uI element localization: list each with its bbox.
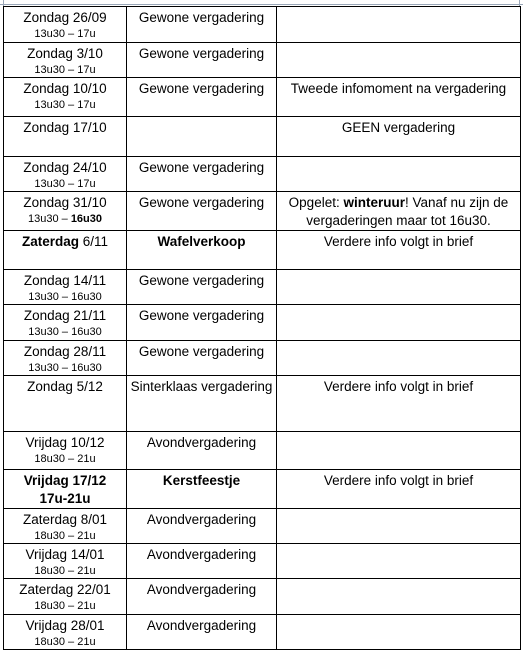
note-cell	[277, 157, 521, 192]
activity-cell: Avondvergadering	[127, 509, 277, 544]
date-cell	[4, 509, 127, 544]
activity-cell: Gewone vergadering	[127, 305, 277, 341]
time-text: 13u30 – 17u	[34, 64, 96, 76]
activity-cell: Avondvergadering	[127, 579, 277, 615]
schedule-table	[3, 6, 521, 650]
time-prefix: 13u30 –	[27, 213, 71, 225]
note-cell: Tweede infomoment na vergadering	[277, 78, 521, 117]
date-text: Zondag 31/10	[23, 195, 107, 210]
table-row	[4, 615, 521, 650]
note-cell: Verdere info volgt in brief	[277, 470, 521, 509]
activity-cell	[127, 117, 277, 157]
activity-cell: Avondvergadering	[127, 544, 277, 579]
date-cell	[4, 7, 127, 43]
table-row	[4, 509, 521, 544]
activity-cell: Gewone vergadering	[127, 270, 277, 305]
activity-cell: Avondvergadering	[127, 432, 277, 470]
date-cell	[4, 192, 127, 231]
time-text: 13u30 – 17u	[34, 99, 96, 111]
date-cell	[4, 78, 127, 117]
table-row	[4, 305, 521, 341]
date-text: Zaterdag 22/01	[19, 582, 111, 597]
note-cell	[277, 615, 521, 650]
date-text: Zondag 5/12	[27, 379, 103, 394]
time-text: 18u30 – 21u	[34, 530, 96, 542]
date-cell	[4, 544, 127, 579]
time-bold: 16u30	[70, 213, 103, 225]
table-row	[4, 157, 521, 192]
time-text: 18u30 – 21u	[34, 600, 96, 612]
table-row	[4, 78, 521, 117]
time-text: 13u30 – 16u30	[28, 362, 102, 374]
date-text: Zondag 3/10	[27, 46, 103, 61]
ruler-line	[0, 4, 523, 5]
date-text: Zondag 24/10	[23, 160, 107, 175]
time-text: 18u30 – 21u	[34, 453, 96, 465]
note-cell	[277, 305, 521, 341]
time-text: 18u30 – 21u	[34, 565, 96, 577]
activity-cell: Gewone vergadering	[127, 192, 277, 231]
note-part: Opgelet:	[288, 195, 344, 210]
activity-cell: Sinterklaas vergadering	[127, 376, 277, 432]
date-cell	[4, 270, 127, 305]
activity-cell: Gewone vergadering	[127, 78, 277, 117]
note-cell: GEEN vergadering	[277, 117, 521, 157]
date-cell	[4, 579, 127, 615]
date-cell	[4, 432, 127, 470]
date-text: Vrijdag 10/12	[25, 435, 105, 450]
note-part: ! Vanaf nu zijn de vergaderingen maar tot 16u30.	[306, 195, 509, 228]
table-row	[4, 117, 521, 157]
activity-cell: Gewone vergadering	[127, 157, 277, 192]
time-text: 13u30 – 16u30	[28, 291, 102, 303]
note-cell	[277, 544, 521, 579]
date-text: Vrijdag 28/01	[25, 618, 105, 633]
date-bold: Zaterdag	[21, 234, 79, 249]
table-row	[4, 270, 521, 305]
date-cell	[4, 157, 127, 192]
date-text: Vrijdag 17/12	[23, 473, 107, 488]
date-text: Zondag 28/11	[23, 344, 107, 359]
table-row	[4, 579, 521, 615]
date-text: Zondag 17/10	[23, 120, 107, 135]
date-text: Zondag 10/10	[23, 81, 107, 96]
table-row	[4, 432, 521, 470]
time-text: 13u30 – 17u	[34, 28, 96, 40]
activity-cell: Gewone vergadering	[127, 341, 277, 376]
note-cell: Verdere info volgt in brief	[277, 376, 521, 432]
table-row	[4, 341, 521, 376]
note-cell	[277, 509, 521, 544]
date-rest: 6/11	[78, 234, 109, 249]
note-cell	[277, 579, 521, 615]
note-cell	[277, 270, 521, 305]
date-text: Zondag 14/11	[23, 273, 107, 288]
table-row	[4, 544, 521, 579]
date-text: Zondag 21/11	[23, 308, 107, 323]
table-row	[4, 192, 521, 231]
date-text: Zondag 26/09	[23, 10, 107, 25]
note-cell	[277, 192, 521, 231]
date-cell	[4, 470, 127, 509]
date-cell	[4, 117, 127, 157]
activity-cell: Wafelverkoop	[127, 231, 277, 270]
time-text: 17u-21u	[39, 491, 91, 506]
date-text	[7, 233, 123, 251]
date-text: Vrijdag 14/01	[25, 547, 105, 562]
date-cell	[4, 376, 127, 432]
note-cell	[277, 43, 521, 78]
date-cell	[4, 231, 127, 270]
table-row	[4, 7, 521, 43]
table-row	[4, 43, 521, 78]
note-cell	[277, 432, 521, 470]
date-cell	[4, 615, 127, 650]
activity-cell: Kerstfeestje	[127, 470, 277, 509]
date-text: Zaterdag 8/01	[22, 512, 108, 527]
note-cell	[277, 341, 521, 376]
time-text: 18u30 – 21u	[34, 636, 96, 648]
date-cell	[4, 305, 127, 341]
note-part-bold: winteruur	[343, 195, 405, 210]
date-cell	[4, 43, 127, 78]
activity-cell: Gewone vergadering	[127, 7, 277, 43]
table-row	[4, 470, 521, 509]
table-row	[4, 231, 521, 270]
time-text: 13u30 – 17u	[34, 178, 96, 190]
note-cell: Verdere info volgt in brief	[277, 231, 521, 270]
activity-cell: Avondvergadering	[127, 615, 277, 650]
time-text: 13u30 – 16u30	[28, 326, 102, 338]
date-cell	[4, 341, 127, 376]
time-text	[7, 212, 123, 226]
note-cell	[277, 7, 521, 43]
table-row	[4, 376, 521, 432]
activity-cell: Gewone vergadering	[127, 43, 277, 78]
